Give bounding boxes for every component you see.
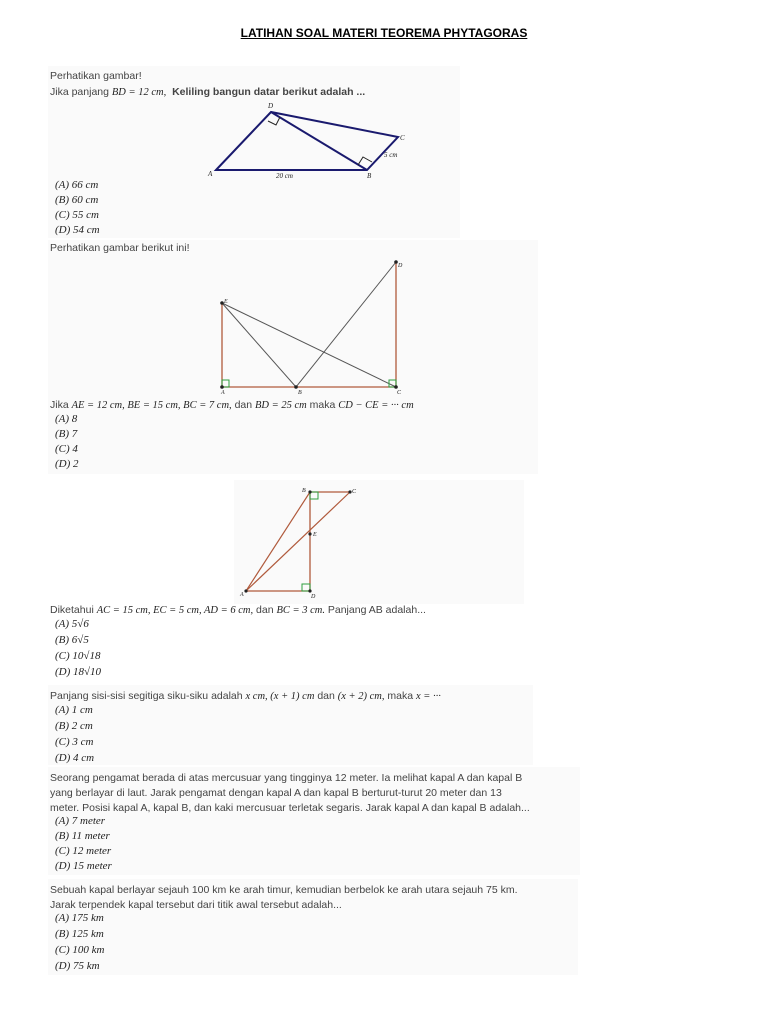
q2-label-c: C — [397, 390, 402, 396]
q3-option-c: (C) 10√18 — [55, 650, 101, 662]
q2-stem: Jika AE = 12 cm, BE = 15 cm, BC = 7 cm, dan BD = 25 cm maka CD − CE = ··· cm — [50, 399, 414, 411]
q1-label-ab: 20 cm — [276, 172, 293, 180]
q3-label-d: D — [311, 594, 316, 600]
q2-option-a: (A) 8 — [55, 413, 78, 425]
q3-label-b: B — [302, 488, 306, 494]
q3-stem: Diketahui AC = 15 cm, EC = 5 cm, AD = 6 cm, dan BC = 3 cm. Panjang AB adalah... — [50, 604, 426, 616]
q4-option-b: (B) 2 cm — [55, 720, 93, 732]
q3-segment-ac — [246, 492, 350, 591]
q1-label-b: B — [367, 172, 372, 180]
q2-label-d: D — [398, 263, 403, 269]
page-title: LATIHAN SOAL MATERI TEOREMA PHYTAGORAS — [240, 26, 528, 40]
q4-option-d: (D) 4 cm — [55, 752, 95, 764]
q3-option-b: (B) 6√5 — [55, 634, 89, 646]
q3-label-a: A — [240, 592, 244, 598]
q3-point-a — [244, 589, 247, 592]
q6-stem-line-2: Jarak terpendek kapal tersebut dari titik awal tersebut adalah... — [50, 899, 342, 911]
q1-option-c: (C) 55 cm — [55, 209, 99, 221]
q2-label-e: E — [224, 299, 228, 305]
q1-option-d: (D) 54 cm — [55, 224, 100, 236]
q2-option-d: (D) 2 — [55, 458, 79, 470]
q6-option-a: (A) 175 km — [55, 912, 104, 924]
q3-segment-ab — [246, 492, 310, 591]
q6-option-c: (C) 100 km — [55, 944, 105, 956]
q1-intro: Perhatikan gambar! — [50, 70, 142, 82]
q3-option-d: (D) 18√10 — [55, 666, 102, 678]
q2-label-a: A — [221, 390, 225, 396]
q1-label-a: A — [208, 170, 213, 178]
q5-stem-line-3: meter. Posisi kapal A, kapal B, dan kaki mercusuar terletak segaris. Jarak kapal A dan kapal B adalah... — [50, 802, 530, 814]
q2-option-b: (B) 7 — [55, 428, 78, 440]
q5-stem-line-1: Seorang pengamat berada di atas mercusuar yang tingginya 12 meter. Ia melihat kapal A dan kapal B — [50, 772, 523, 784]
q1-label-c: C — [400, 134, 405, 142]
q2-intro: Perhatikan gambar berikut ini! — [50, 242, 190, 254]
q1-option-b: (B) 60 cm — [55, 194, 99, 206]
q1-stem: Jika panjang BD = 12 cm, Keliling bangun datar berikut adalah ... — [50, 86, 366, 98]
q2-label-b: B — [298, 390, 302, 396]
q6-option-b: (B) 125 km — [55, 928, 104, 940]
q6-stem-line-1: Sebuah kapal berlayar sejauh 100 km ke arah timur, kemudian berbelok ke arah utara sejauh 75 km. — [50, 884, 518, 896]
q1-label-d: D — [268, 102, 274, 110]
q1-label-bc: 5 cm — [384, 151, 398, 159]
q5-option-d: (D) 15 meter — [55, 860, 112, 872]
q4-option-c: (C) 3 cm — [55, 736, 94, 748]
q3-option-a: (A) 5√6 — [55, 618, 89, 630]
q5-option-c: (C) 12 meter — [55, 845, 112, 857]
q3-point-e — [308, 532, 311, 535]
q1-option-a: (A) 66 cm — [55, 179, 99, 191]
q3-point-b — [308, 490, 311, 493]
q2-option-c: (C) 4 — [55, 443, 78, 455]
q5-option-b: (B) 11 meter — [55, 830, 110, 842]
q5-option-a: (A) 7 meter — [55, 815, 106, 827]
q3-label-e: E — [313, 532, 317, 538]
q3-label-c: C — [352, 489, 357, 495]
q4-option-a: (A) 1 cm — [55, 704, 93, 716]
q4-stem: Panjang sisi-sisi segitiga siku-siku adalah x cm, (x + 1) cm dan (x + 2) cm, maka x = ··· — [50, 690, 441, 702]
q6-option-d: (D) 75 km — [55, 960, 100, 972]
q3-point-d — [308, 589, 311, 592]
q5-stem-line-2: yang berlayar di laut. Jarak pengamat dengan kapal A dan kapal B berturut-turut 20 meter dan 13 — [50, 787, 502, 799]
